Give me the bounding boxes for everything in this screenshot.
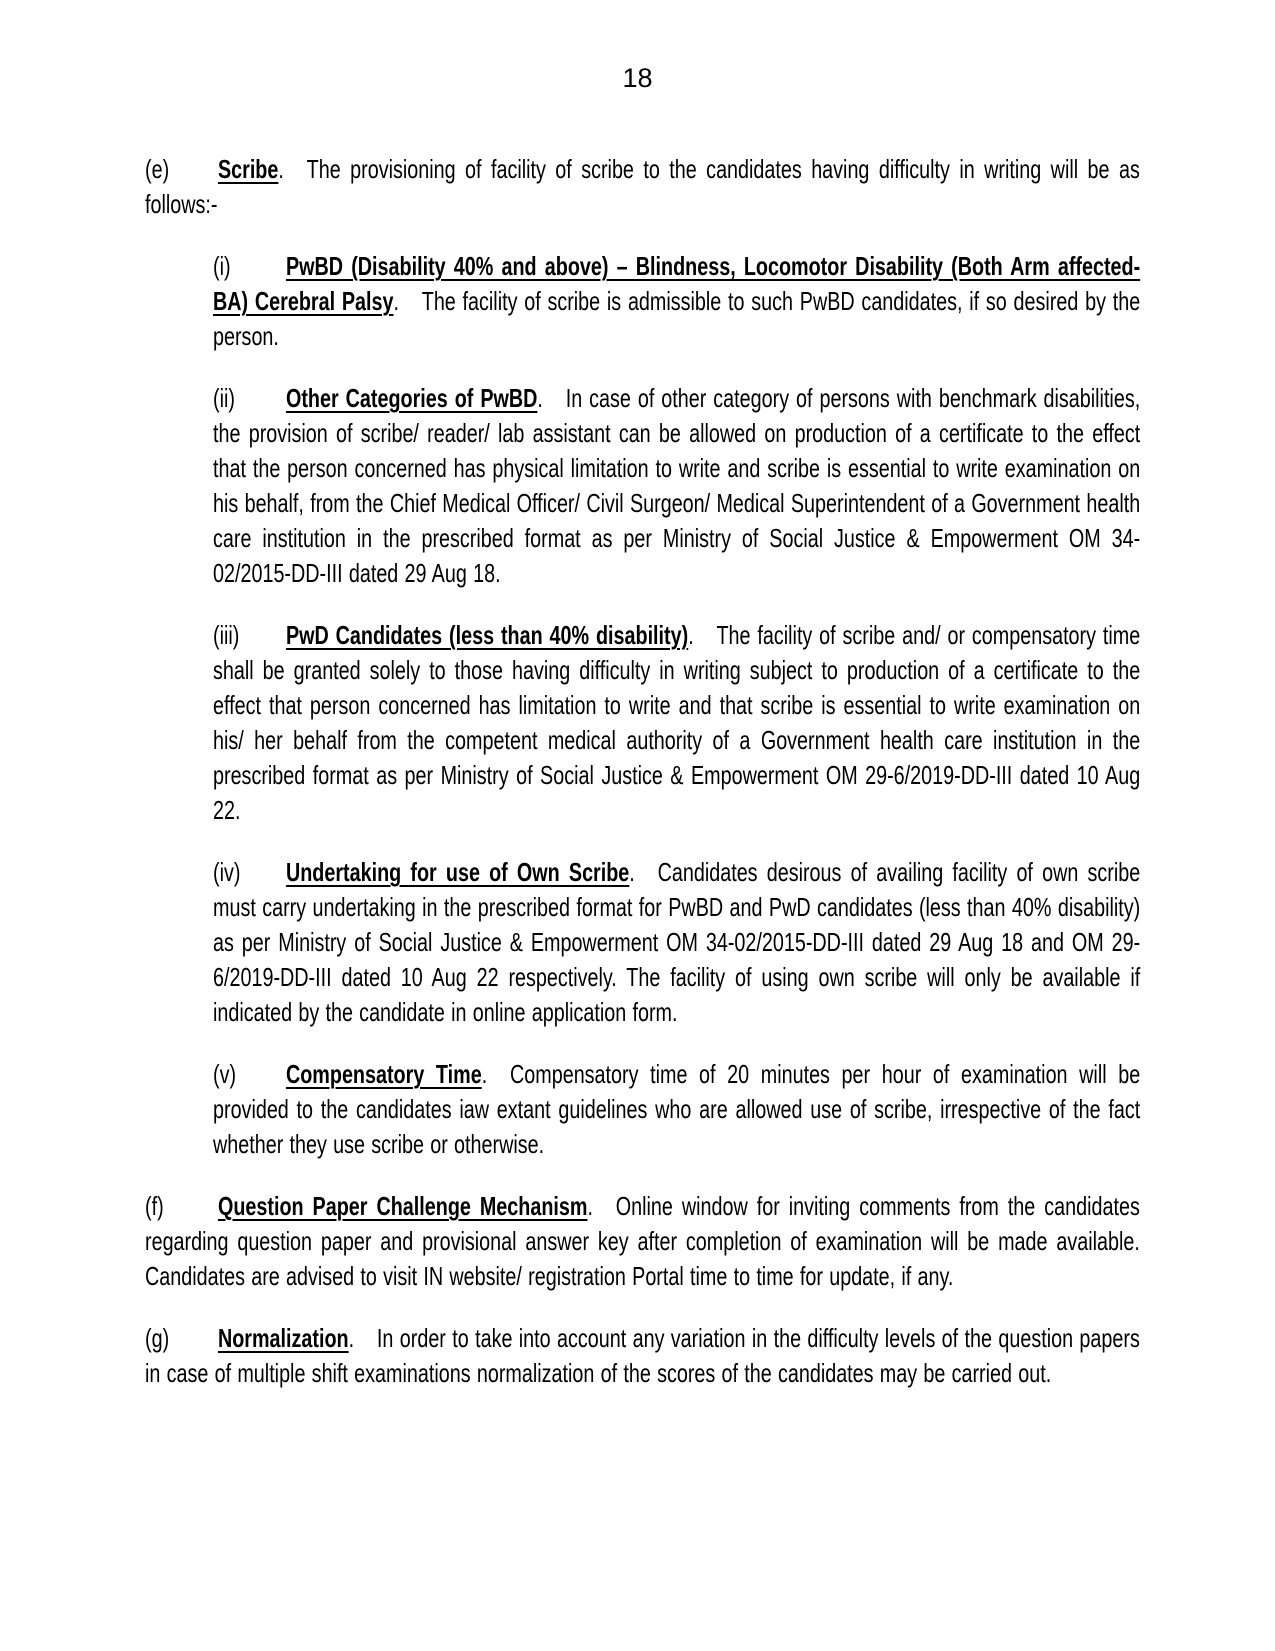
- paragraph-body: Online window for inviting comments from the candidates regarding question paper and provisional answer key after completion of examination will be made available. Candidates are advised to visit IN website/ registration Portal time to time for update, if any.: [145, 1191, 1140, 1291]
- paragraph-label: (iv): [213, 857, 241, 887]
- paragraph-body: Candidates desirous of availing facility of own scribe must carry undertaking in the prescribed format for PwBD and PwD candidates (less than 40% disability) as per Ministry of Social Justice & Empowerment OM 34-02/2015-DD-III dated 29 Aug 18 and OM 29-6/2019-DD-III dated 10 Aug 22 respectively. The facility of using own scribe will only be available if indicated by the candidate in online application form.: [213, 857, 1141, 1027]
- page-number: 18: [622, 63, 653, 93]
- subparagraph-iii: [213, 618, 1140, 828]
- paragraph-body: The provisioning of facility of scribe to the candidates having difficulty in writing will be as follows:-: [145, 154, 1140, 219]
- paragraph-heading: Scribe: [217, 154, 279, 184]
- heading-period: .: [629, 857, 635, 887]
- paragraph-e: [145, 152, 1140, 222]
- paragraph-body: The facility of scribe is admissible to such PwBD candidates, if so desired by the person.: [213, 286, 1141, 351]
- paragraph-body: In case of other category of persons with benchmark disabilities, the provision of scribe/ reader/ lab assistant can be allowed on production of a certificate to the effect that the person concerned has physical limitation to write and scribe is essential to write examination on his behalf, from the Chief Medical Officer/ Civil Surgeon/ Medical Superintendent of a Government health care institution in the prescribed format as per Ministry of Social Justice & Empowerment OM 34-02/2015-DD-III dated 29 Aug 18.: [213, 383, 1141, 588]
- paragraph-body: In order to take into account any variation in the difficulty levels of the question papers in case of multiple shift examinations normalization of the scores of the candidates may be carried out.: [145, 1323, 1140, 1388]
- paragraph-g: [145, 1321, 1140, 1391]
- paragraph-label: (e): [145, 154, 170, 184]
- paragraph-heading: Other Categories of PwBD: [285, 383, 538, 413]
- heading-period: .: [537, 383, 543, 413]
- paragraph-label: (iii): [213, 620, 240, 650]
- subparagraph-i: [213, 249, 1140, 354]
- paragraph-label: (f): [145, 1191, 164, 1221]
- paragraph-heading: PwBD (Disability 40% and above) – Blindness, Locomotor Disability (Both Arm affected- BA) Cerebral Palsy: [213, 251, 1141, 316]
- subparagraph-ii: [213, 381, 1140, 591]
- paragraph-heading: Normalization: [217, 1323, 349, 1353]
- paragraph-heading: Question Paper Challenge Mechanism: [217, 1191, 588, 1221]
- paragraph-heading: Compensatory Time: [285, 1059, 482, 1089]
- paragraph-body: The facility of scribe and/ or compensatory time shall be granted solely to those having difficulty in writing subject to production of a certificate to the effect that person concerned has limitation to write and that scribe is essential to write examination on his/ her behalf from the competent medical authority of a Government health care institution in the prescribed format as per Ministry of Social Justice & Empowerment OM 29-6/2019-DD-III dated 10 Aug 22.: [213, 620, 1141, 825]
- paragraph-label: (i): [213, 251, 231, 281]
- heading-period: .: [587, 1191, 593, 1221]
- subparagraph-iv: [213, 855, 1140, 1030]
- subparagraph-v: [213, 1057, 1140, 1162]
- paragraph-heading: PwD Candidates (less than 40% disability): [285, 620, 689, 650]
- heading-period: .: [393, 286, 399, 316]
- paragraph-f: [145, 1189, 1140, 1294]
- heading-period: .: [481, 1059, 488, 1089]
- heading-period: .: [278, 154, 284, 184]
- heading-period: .: [348, 1323, 355, 1353]
- paragraph-label: (g): [145, 1323, 170, 1353]
- paragraph-label: (ii): [213, 383, 235, 413]
- heading-period: .: [688, 620, 694, 650]
- paragraph-heading: Undertaking for use of Own Scribe: [285, 857, 630, 887]
- paragraph-body: Compensatory time of 20 minutes per hour of examination will be provided to the candidates iaw extant guidelines who are allowed use of scribe, irrespective of the fact whether they use scribe or otherwise.: [213, 1059, 1141, 1159]
- paragraph-label: (v): [213, 1059, 237, 1089]
